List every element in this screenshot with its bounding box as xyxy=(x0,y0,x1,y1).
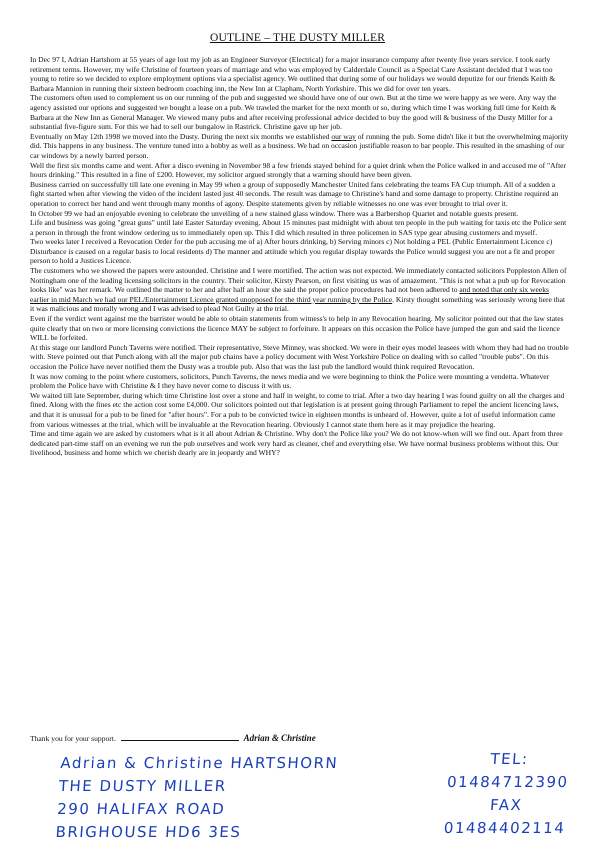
paragraph-text: It was now coming to the point where customers, solicitors, Punch Taverns, the news media and we were beginning to think the Police were mounting a vendetta. Whatever problem the Police have with Christine & I they have never come to discuss it with us. xyxy=(30,371,550,391)
paragraph-text: The customers often used to complement us on our running of the pub and suggested we should have one of our own. But at the time we were happy as we were. Any way the agency assisted our options and suggested we bought a lease on a pub. We trawled the market for the next month or so, during which time I was working full time for Keith & Barbara at the New Inn as General Manager. We viewed many pubs and after receiving professional advice decided to buy the good will & business of the Dusty Miller for a substantial five-figure sum. For this we had to sell our bungalow in Rastrick. Christine gave up her job. xyxy=(30,93,557,132)
handwritten-address xyxy=(55,752,381,844)
paragraph-text: of running the pub. Some didn't like it but the overwhelming majority did. This happens in any business. The venture tuned into a hobby as well as a business. We had on occasion justifiable reason to bar people. This resulted in the smashing of our car windows by a newly barred person. xyxy=(30,131,569,160)
paragraph xyxy=(30,55,570,93)
paragraph-text: At this stage our landlord Punch Taverns were notified. Their representative, Steve Minney, was shocked. We were in their eyes model leasees with whom they had had no trouble with. Steve pointed out that Punch along with all the major pub chains have a policy document with West Yorkshire Police on dealing with so called "trouble pubs". On this occasion the Police have never notified them the Dusty was a trouble pub. Also that was the last pub the landlord would think required Revocation. xyxy=(30,342,569,371)
paragraph xyxy=(30,161,570,180)
paragraph xyxy=(30,391,570,429)
paragraph xyxy=(30,314,570,343)
paragraph xyxy=(30,429,570,458)
paragraph-text: Two weeks later I received a Revocation Order for the pub accusing me of a) After hours drinking, b) Serving minors c) Not holding a PEL (Public Entertainment Licence c) Disturbance is caused on a regular basis to local residents d) The manner and attitude which you regular display towards the Police would suggest you are not a fit and proper person to hold a Justices Licence. xyxy=(30,237,555,266)
address-line: THE DUSTY MILLER xyxy=(58,777,228,795)
closing-line xyxy=(30,733,570,744)
paragraph-text: Eventually on May 12th 1998 we moved into the Dusty. During the next six months we established xyxy=(30,131,332,141)
contact-line: 01484402114 xyxy=(443,819,566,837)
paragraph xyxy=(30,218,570,237)
paragraph-text: . Kirsty thought something was seriously wrong here that it was malicious and morally wrong and I was advised to plead Not Guilty at the trial. xyxy=(30,294,566,314)
contact-line: 01484712390 xyxy=(446,773,570,791)
paragraph-text: Time and time again we are asked by customers what is it all about Adrian & Christine. Why don't the Police like you? We do not know-when will we find out. Apart from three dedicated part-time staff on an evening we run the pub ourselves and work very hard as cleaner, chef and everything else. We have normal business problems without this. Our livelihood, business and home which we cherish dearly are in jeopardy and WHY? xyxy=(30,429,563,458)
underlined-text: and noted that only six weeks earlier in mid March we had our PEL/Entertainment Licence granted unopposed for the third year running by the Police xyxy=(30,285,549,304)
handwritten-contact xyxy=(429,748,585,840)
paragraph xyxy=(30,93,570,131)
document-body xyxy=(30,55,570,458)
paragraph xyxy=(30,237,570,266)
document-title: OUTLINE – THE DUSTY MILLER xyxy=(209,32,386,44)
address-line: Adrian & Christine HARTSHORN xyxy=(59,754,339,772)
paragraph xyxy=(30,372,570,391)
paragraph-text: Even if the verdict went against me the barrister would be able to obtain statements from witness's to help in any Revocation hearing. My solicitor pointed out that the law states quite clearly that on two or more licensing convictions the licence MAY be subject to forfeiture. It appears on this occasion the Police have jumped the gun and said the licence WILL be forfeited. xyxy=(30,314,564,343)
contact-line: FAX xyxy=(489,796,524,814)
underlined-text: our way xyxy=(331,131,356,141)
paragraph-text: Life and business was going "great guns" until late Easter Saturday evening. About 15 minutes past midnight with about ten people in the pub waiting for taxis etc the Police sent a person in through the front window ordering us to immediately open up. This I did which resulted in three policemen in SAS type gear abusing customers and myself. xyxy=(30,218,567,237)
signature-name: Adrian & Christine xyxy=(243,733,316,743)
paragraph-text: Business carried on successfully till late one evening in May 99 when a group of supposedly Manchester United fans celebrating the teams FA Cup triumph. All of a sudden a fight started when after viewing the video of the incident lasted just 40 seconds. The result was damage to Christine's hand and some damage to property. Christine required an operation to correct her hand and went through many months of agony. Despite statements given by reliable witnesses no one was ever brought to trial over it. xyxy=(30,179,559,208)
contact-line: TEL: xyxy=(489,750,530,768)
paragraph-text: The customers who we showed the papers were astounded. Christine and I were mortified. The action was not expected. We immediately contacted solicitors Poppleston Allen of Nottingham one of the leading licensing solicitors in the country. Their solicitor, Kirsty Pearson, on first visiting us was of amazement. "This is not what a pub up for Revocation looks like" was her remark. We outlined the matter to her and after half an hour she said the proper police procedures had not been adhered to xyxy=(30,266,567,295)
paragraph xyxy=(30,343,570,372)
signature-line xyxy=(121,733,239,741)
paragraph xyxy=(30,266,570,314)
thanks-text: Thank you for your support. xyxy=(30,734,116,743)
paragraph xyxy=(30,180,570,209)
paragraph xyxy=(30,209,570,219)
paragraph xyxy=(30,132,570,161)
address-line: 290 HALIFAX ROAD xyxy=(56,800,226,818)
paragraph-text: In October 99 we had an enjoyable evening to celebrate the unveiling of a new stained glass window. There was a Barbershop Quartet and notable guests present. xyxy=(30,208,519,218)
paragraph-text: In Dec 97 I, Adrian Hartshorn at 55 years of age lost my job as an Engineer Surveyor (Electrical) for a major insurance company after twenty five years service. I took early retirement terms. However, my wife Christine of fourteen years of marriage and who was employed by Calderdale Council as a Special Care Assistant decided that I was too young to retire so we decided to explore employment options via a specialist agency. We outlined that during some of our holidays we would deputize for our friends Keith & Barbara Mannion in running their sixteen bedroom coaching inn, the New Inn at Clapham, North Yorkshire. This we did for over ten years. xyxy=(30,55,556,93)
paragraph-text: Well the first six months came and went. After a disco evening in November 98 a few friends stayed behind for a quiet drink when the Police walked in and accused me of "After hours drinking." This resulted in a fine of £200. However, my solicitor argued strongly that a warning should have been given. xyxy=(30,160,567,180)
paragraph-text: We waited till late September, during which time Christine lost over a stone and half in weight, to come to trial. After a two day hearing I was found guilty on all the charges and fined. Along with the fines etc the action cost some £4,000. Our solicitors pointed out that legislation is at present going through Parliament to repel the ancient licencing laws, and that it is unusual for a pub to be fined for "after hours". For a pub to be convicted twice in eighteen months is unheard of. However, quite a lot of useful information came from various witnesses at the trial, which will be invaluable at the Revocation hearing. Obviously I cannot state them here as it may prejudice the hearing. xyxy=(30,390,565,429)
address-line: BRIGHOUSE HD6 3ES xyxy=(54,823,243,841)
